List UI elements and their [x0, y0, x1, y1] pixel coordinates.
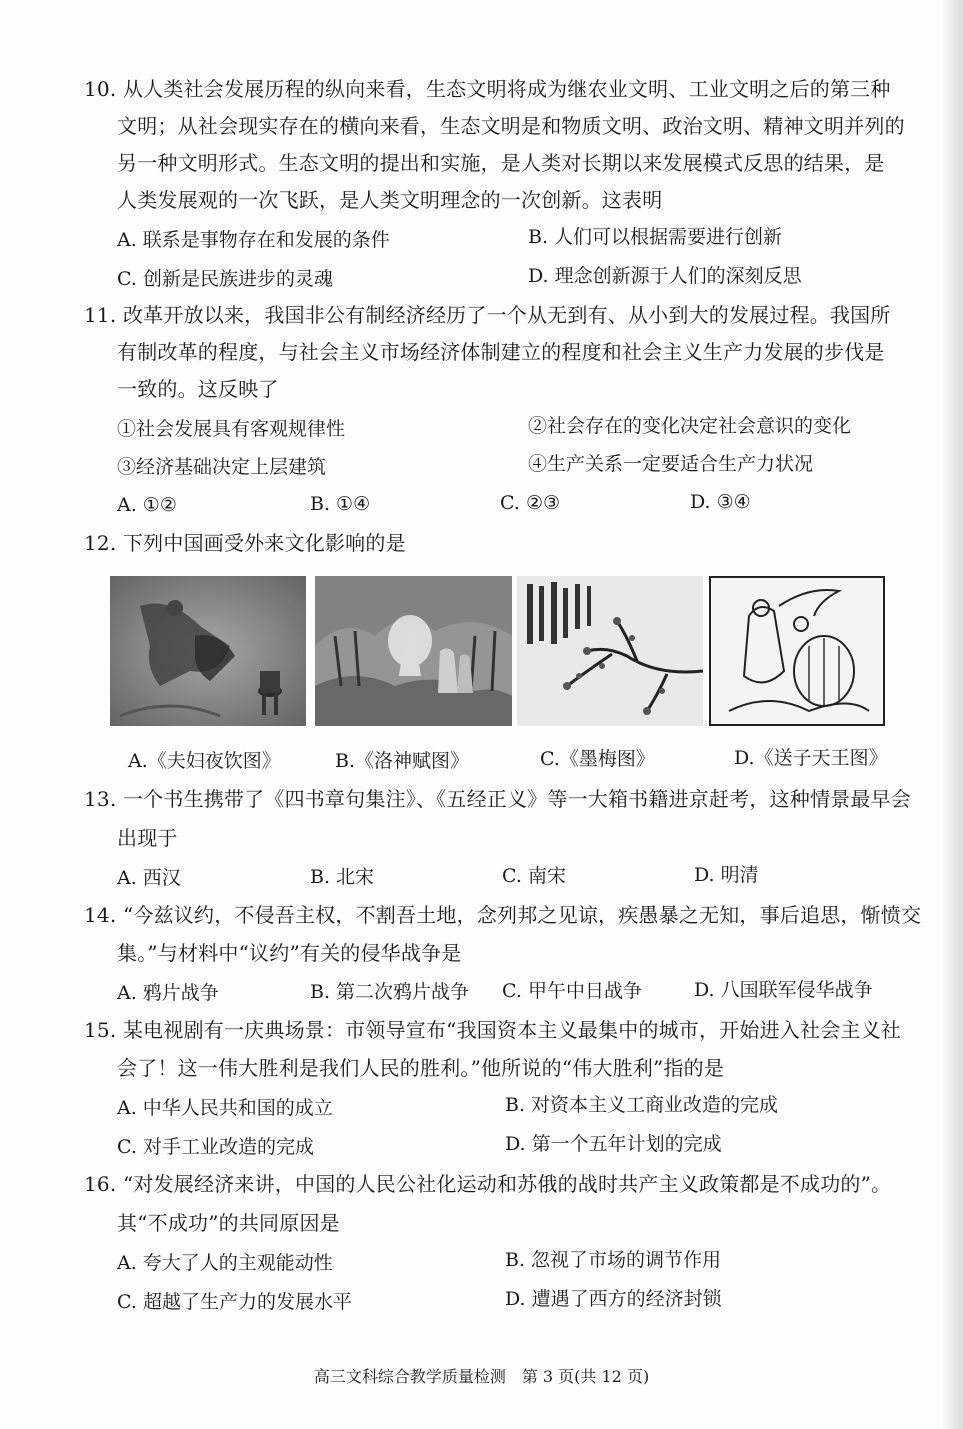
q11-stem-line-1: 11. 改革开放以来，我国非公有制经济经历了一个从无到有、从小到大的发展过程。我国所: [84, 303, 891, 327]
q10-stem-line-1: 10. 从人类社会发展历程的纵向来看，生态文明将成为继农业文明、工业文明之后的第三种: [84, 77, 891, 101]
q13-option-d: D. 明清: [694, 864, 759, 886]
q14-option-c: C. 甲午中日战争: [502, 980, 642, 1002]
q13-stem-line-2: 出现于: [117, 826, 178, 850]
q14-stem-line-2: 集。”与材料中“议约”有关的侵华战争是: [117, 941, 462, 965]
q10-stem-line-4: 人类发展观的一次飞跃，是人类文明理念的一次创新。这表明: [117, 188, 663, 212]
q11-stem-line-3: 一致的。这反映了: [117, 377, 279, 401]
painting-b-image: [315, 576, 512, 726]
q15-option-a: A. 中华人民共和国的成立: [117, 1097, 333, 1119]
q13-stem-line-1: 13. 一个书生携带了《四书章句集注》、《五经正义》等一大箱书籍进京赶考，这种情景最早会: [84, 787, 911, 811]
q15-option-b: B. 对资本主义工商业改造的完成: [505, 1094, 779, 1116]
q11-option-a: A. ①②: [117, 494, 177, 516]
q16-stem-line-1: 16. “对发展经济来讲，中国的人民公社化运动和苏俄的战时共产主义政策都是不成功的”。: [84, 1172, 892, 1196]
q15-option-d: D. 第一个五年计划的完成: [505, 1133, 722, 1155]
q15-stem-line-1: 15. 某电视剧有一庆典场景：市领导宣布“我国资本主义最集中的城市，开始进入社会主义社: [84, 1018, 901, 1042]
q14-option-a: A. 鸦片战争: [117, 982, 219, 1004]
q11-option-d: D. ③④: [690, 491, 751, 513]
q14-option-d: D. 八国联军侵华战争: [694, 979, 873, 1001]
q11-item-3: ③经济基础决定上层建筑: [117, 456, 327, 478]
q16-option-d: D. 遭遇了西方的经济封锁: [505, 1288, 722, 1310]
q11-option-b: B. ①④: [310, 493, 371, 515]
q16-option-b: B. 忽视了市场的调节作用: [505, 1249, 722, 1271]
q14-stem-line-1: 14. “今兹议约，不侵吾主权，不割吾土地，念列邦之见谅，疾愚暴之无知，事后追思，惭愤交: [84, 903, 922, 927]
q10-stem-line-3: 另一种文明形式。生态文明的提出和实施，是人类对长期以来发展模式反思的结果，是: [117, 151, 885, 175]
q10-option-c: C. 创新是民族进步的灵魂: [117, 268, 333, 290]
q11-item-4: ④生产关系一定要适合生产力状况: [528, 453, 814, 475]
q11-item-2: ②社会存在的变化决定社会意识的变化: [528, 415, 852, 437]
q16-stem-line-2: 其“不成功”的共同原因是: [117, 1211, 340, 1235]
q15-option-c: C. 对手工业改造的完成: [117, 1136, 314, 1158]
q16-option-c: C. 超越了生产力的发展水平: [117, 1291, 352, 1313]
q11-stem-line-2: 有制改革的程度，与社会主义市场经济体制建立的程度和社会主义生产力发展的步伐是: [117, 340, 885, 364]
q13-option-b: B. 北宋: [310, 866, 375, 888]
q12-option-d: D.《送子天王图》: [734, 747, 888, 769]
page-footer: 高三文科综合教学质量检测 第 3 页(共 12 页): [313, 1367, 650, 1386]
q11-item-1: ①社会发展具有客观规律性: [117, 418, 346, 440]
q12-option-a: A.《夫妇夜饮图》: [128, 750, 281, 772]
q13-option-a: A. 西汉: [117, 867, 181, 889]
painting-c-image: [517, 576, 703, 726]
q10-stem-line-2: 文明；从社会现实存在的横向来看，生态文明是和物质文明、政治文明、精神文明并列的: [117, 114, 905, 138]
q11-option-c: C. ②③: [500, 492, 561, 514]
painting-d-image: [709, 576, 885, 726]
q10-option-a: A. 联系是事物存在和发展的条件: [117, 229, 390, 251]
q10-option-d: D. 理念创新源于人们的深刻反思: [528, 265, 802, 287]
q13-option-c: C. 南宋: [502, 865, 566, 887]
q12-option-c: C.《墨梅图》: [540, 748, 655, 770]
q15-stem-line-2: 会了！这一伟大胜利是我们人民的胜利。”他所说的“伟大胜利”指的是: [117, 1056, 725, 1080]
q16-option-a: A. 夸大了人的主观能动性: [117, 1252, 333, 1274]
painting-a-image: [110, 576, 306, 726]
q14-option-b: B. 第二次鸦片战争: [310, 981, 470, 1003]
q12-option-b: B.《洛神赋图》: [335, 750, 470, 772]
q10-option-b: B. 人们可以根据需要进行创新: [528, 226, 783, 248]
scan-edge-shadow: [943, 0, 963, 1429]
q12-stem-line-1: 12. 下列中国画受外来文化影响的是: [84, 531, 406, 555]
